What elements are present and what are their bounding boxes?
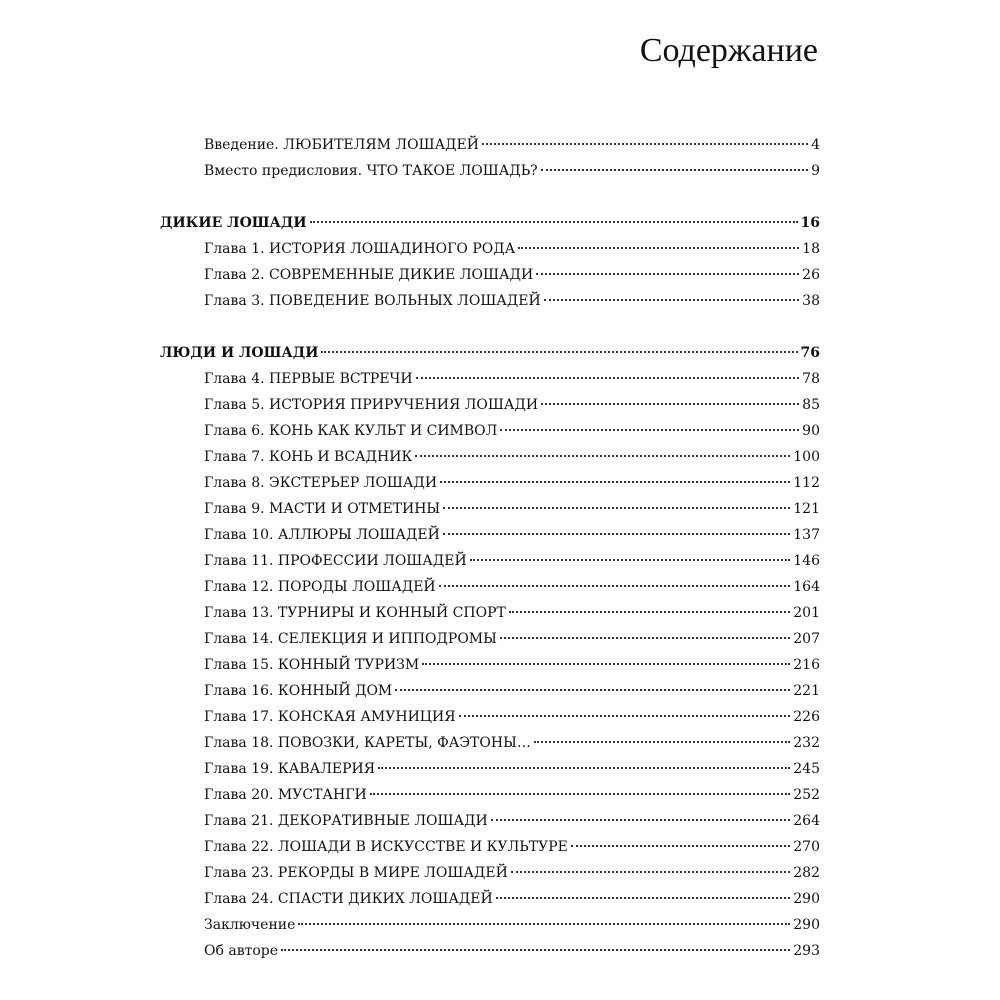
entry-label: Глава 1. ИСТОРИЯ ЛОШАДИНОГО РОДА	[204, 241, 516, 257]
entry-page: 121	[793, 501, 820, 517]
entry-label: Глава 12. ПОРОДЫ ЛОШАДЕЙ	[204, 579, 436, 595]
dot-leader	[541, 169, 808, 171]
entry-page: 112	[793, 475, 820, 491]
toc-entry-chapter	[160, 730, 820, 756]
entry-label: Глава 9. МАСТИ И ОТМЕТИНЫ	[204, 501, 441, 517]
dot-leader	[511, 871, 790, 873]
entry-page: 146	[793, 553, 820, 569]
dot-leader	[500, 637, 790, 639]
toc-entry-intro	[160, 132, 820, 158]
entry-page: 207	[793, 631, 820, 647]
entry-label: Глава 3. ПОВЕДЕНИЕ ВОЛЬНЫХ ЛОШАДЕЙ	[204, 293, 541, 309]
entry-label: Глава 2. СОВРЕМЕННЫЕ ДИКИЕ ЛОШАДИ	[204, 267, 534, 283]
toc-entry-chapter	[160, 444, 820, 470]
dot-leader	[298, 923, 790, 925]
dot-leader	[378, 767, 790, 769]
entry-page: 26	[802, 267, 820, 283]
toc-entry-chapter	[160, 808, 820, 834]
spacer	[160, 314, 820, 340]
entry-page: 137	[793, 527, 820, 543]
toc-entry-chapter	[160, 860, 820, 886]
section-label: ДИКИЕ ЛОШАДИ	[160, 215, 307, 231]
toc-section-people-and-horses	[160, 340, 820, 366]
toc-entry-chapter	[160, 652, 820, 678]
entry-page: 85	[802, 397, 820, 413]
entry-label: Глава 18. ПОВОЗКИ, КАРЕТЫ, ФАЭТОНЫ…	[204, 735, 531, 751]
entry-page: 270	[793, 839, 820, 855]
toc-entry-chapter	[160, 600, 820, 626]
entry-page: 264	[793, 813, 820, 829]
toc-entry-chapter	[160, 626, 820, 652]
entry-label: Глава 6. КОНЬ КАК КУЛЬТ И СИМВОЛ	[204, 423, 498, 439]
toc-entry-chapter	[160, 574, 820, 600]
toc-entry-about-author	[160, 938, 820, 964]
section-label: ЛЮДИ И ЛОШАДИ	[160, 345, 319, 361]
dot-leader	[415, 455, 790, 457]
dot-leader	[541, 403, 799, 405]
toc-entry-chapter	[160, 470, 820, 496]
dot-leader	[422, 663, 790, 665]
toc-entry-chapter	[160, 756, 820, 782]
dot-leader	[321, 351, 797, 353]
entry-page: 9	[811, 163, 820, 179]
toc-section-wild-horses	[160, 210, 820, 236]
dot-leader	[571, 845, 790, 847]
entry-label: Глава 20. МУСТАНГИ	[204, 787, 367, 803]
dot-leader	[470, 559, 791, 561]
entry-page: 90	[802, 423, 820, 439]
toc-entry-chapter	[160, 782, 820, 808]
entry-page: 226	[793, 709, 820, 725]
dot-leader	[310, 221, 798, 223]
entry-label: Глава 11. ПРОФЕССИИ ЛОШАДЕЙ	[204, 553, 467, 569]
entry-label: Глава 5. ИСТОРИЯ ПРИРУЧЕНИЯ ЛОШАДИ	[204, 397, 539, 413]
entry-page: 201	[793, 605, 820, 621]
toc-entry-chapter	[160, 418, 820, 444]
entry-page: 293	[793, 943, 820, 959]
dot-leader	[443, 533, 790, 535]
toc-entry-chapter	[160, 262, 820, 288]
section-page: 76	[800, 345, 820, 361]
entry-label: Вместо предисловия. ЧТО ТАКОЕ ЛОШАДЬ?	[204, 163, 538, 179]
toc-entry-chapter	[160, 886, 820, 912]
dot-leader	[440, 481, 790, 483]
toc-entry-chapter	[160, 522, 820, 548]
entry-label: Глава 8. ЭКСТЕРЬЕР ЛОШАДИ	[204, 475, 438, 491]
entry-label: Глава 21. ДЕКОРАТИВНЫЕ ЛОШАДИ	[204, 813, 488, 829]
dot-leader	[416, 377, 800, 379]
entry-page: 38	[802, 293, 820, 309]
section-page: 16	[800, 215, 820, 231]
toc-entry-preface	[160, 158, 820, 184]
toc-entry-chapter	[160, 236, 820, 262]
dot-leader	[459, 715, 791, 717]
entry-label: Глава 10. АЛЛЮРЫ ЛОШАДЕЙ	[204, 527, 440, 543]
toc-entry-chapter	[160, 834, 820, 860]
dot-leader	[482, 143, 808, 145]
entry-label: Глава 24. СПАСТИ ДИКИХ ЛОШАДЕЙ	[204, 891, 493, 907]
dot-leader	[496, 897, 791, 899]
toc-entry-chapter	[160, 288, 820, 314]
entry-label: Глава 16. КОННЫЙ ДОМ	[204, 683, 393, 699]
entry-page: 232	[793, 735, 820, 751]
entry-label: Глава 17. КОНСКАЯ АМУНИЦИЯ	[204, 709, 456, 725]
entry-page: 216	[793, 657, 820, 673]
dot-leader	[518, 247, 799, 249]
entry-page: 245	[793, 761, 820, 777]
entry-label: Глава 15. КОННЫЙ ТУРИЗМ	[204, 657, 420, 673]
entry-page: 164	[793, 579, 820, 595]
toc-entry-chapter	[160, 392, 820, 418]
toc-entry-conclusion	[160, 912, 820, 938]
dot-leader	[443, 507, 790, 509]
entry-label: Заключение	[204, 917, 296, 933]
dot-leader	[370, 793, 791, 795]
entry-page: 78	[802, 371, 820, 387]
dot-leader	[544, 299, 799, 301]
entry-page: 290	[793, 917, 820, 933]
entry-label: Введение. ЛЮБИТЕЛЯМ ЛОШАДЕЙ	[204, 137, 479, 153]
entry-page: 18	[802, 241, 820, 257]
entry-label: Глава 7. КОНЬ И ВСАДНИК	[204, 449, 413, 465]
entry-label: Глава 23. РЕКОРДЫ В МИРЕ ЛОШАДЕЙ	[204, 865, 508, 881]
page-title: Содержание	[639, 32, 818, 69]
entry-page: 4	[811, 137, 820, 153]
entry-page: 221	[793, 683, 820, 699]
dot-leader	[509, 611, 790, 613]
entry-page: 252	[793, 787, 820, 803]
dot-leader	[534, 741, 790, 743]
toc-entry-chapter	[160, 704, 820, 730]
spacer	[160, 184, 820, 210]
toc-entry-chapter	[160, 678, 820, 704]
entry-label: Глава 4. ПЕРВЫЕ ВСТРЕЧИ	[204, 371, 413, 387]
toc-entry-chapter	[160, 496, 820, 522]
dot-leader	[500, 429, 799, 431]
toc-entry-chapter	[160, 548, 820, 574]
toc-entry-chapter	[160, 366, 820, 392]
entry-page: 100	[793, 449, 820, 465]
dot-leader	[491, 819, 791, 821]
dot-leader	[439, 585, 791, 587]
entry-page: 290	[793, 891, 820, 907]
entry-label: Глава 19. КАВАЛЕРИЯ	[204, 761, 376, 777]
entry-label: Глава 13. ТУРНИРЫ И КОННЫЙ СПОРТ	[204, 605, 506, 621]
dot-leader	[281, 949, 790, 951]
entry-label: Глава 14. СЕЛЕКЦИЯ И ИППОДРОМЫ	[204, 631, 497, 647]
entry-label: Глава 22. ЛОШАДИ В ИСКУССТВЕ И КУЛЬТУРЕ	[204, 839, 568, 855]
dot-leader	[395, 689, 790, 691]
entry-page: 282	[793, 865, 820, 881]
table-of-contents	[160, 132, 820, 964]
entry-label: Об авторе	[204, 943, 279, 959]
dot-leader	[536, 273, 799, 275]
